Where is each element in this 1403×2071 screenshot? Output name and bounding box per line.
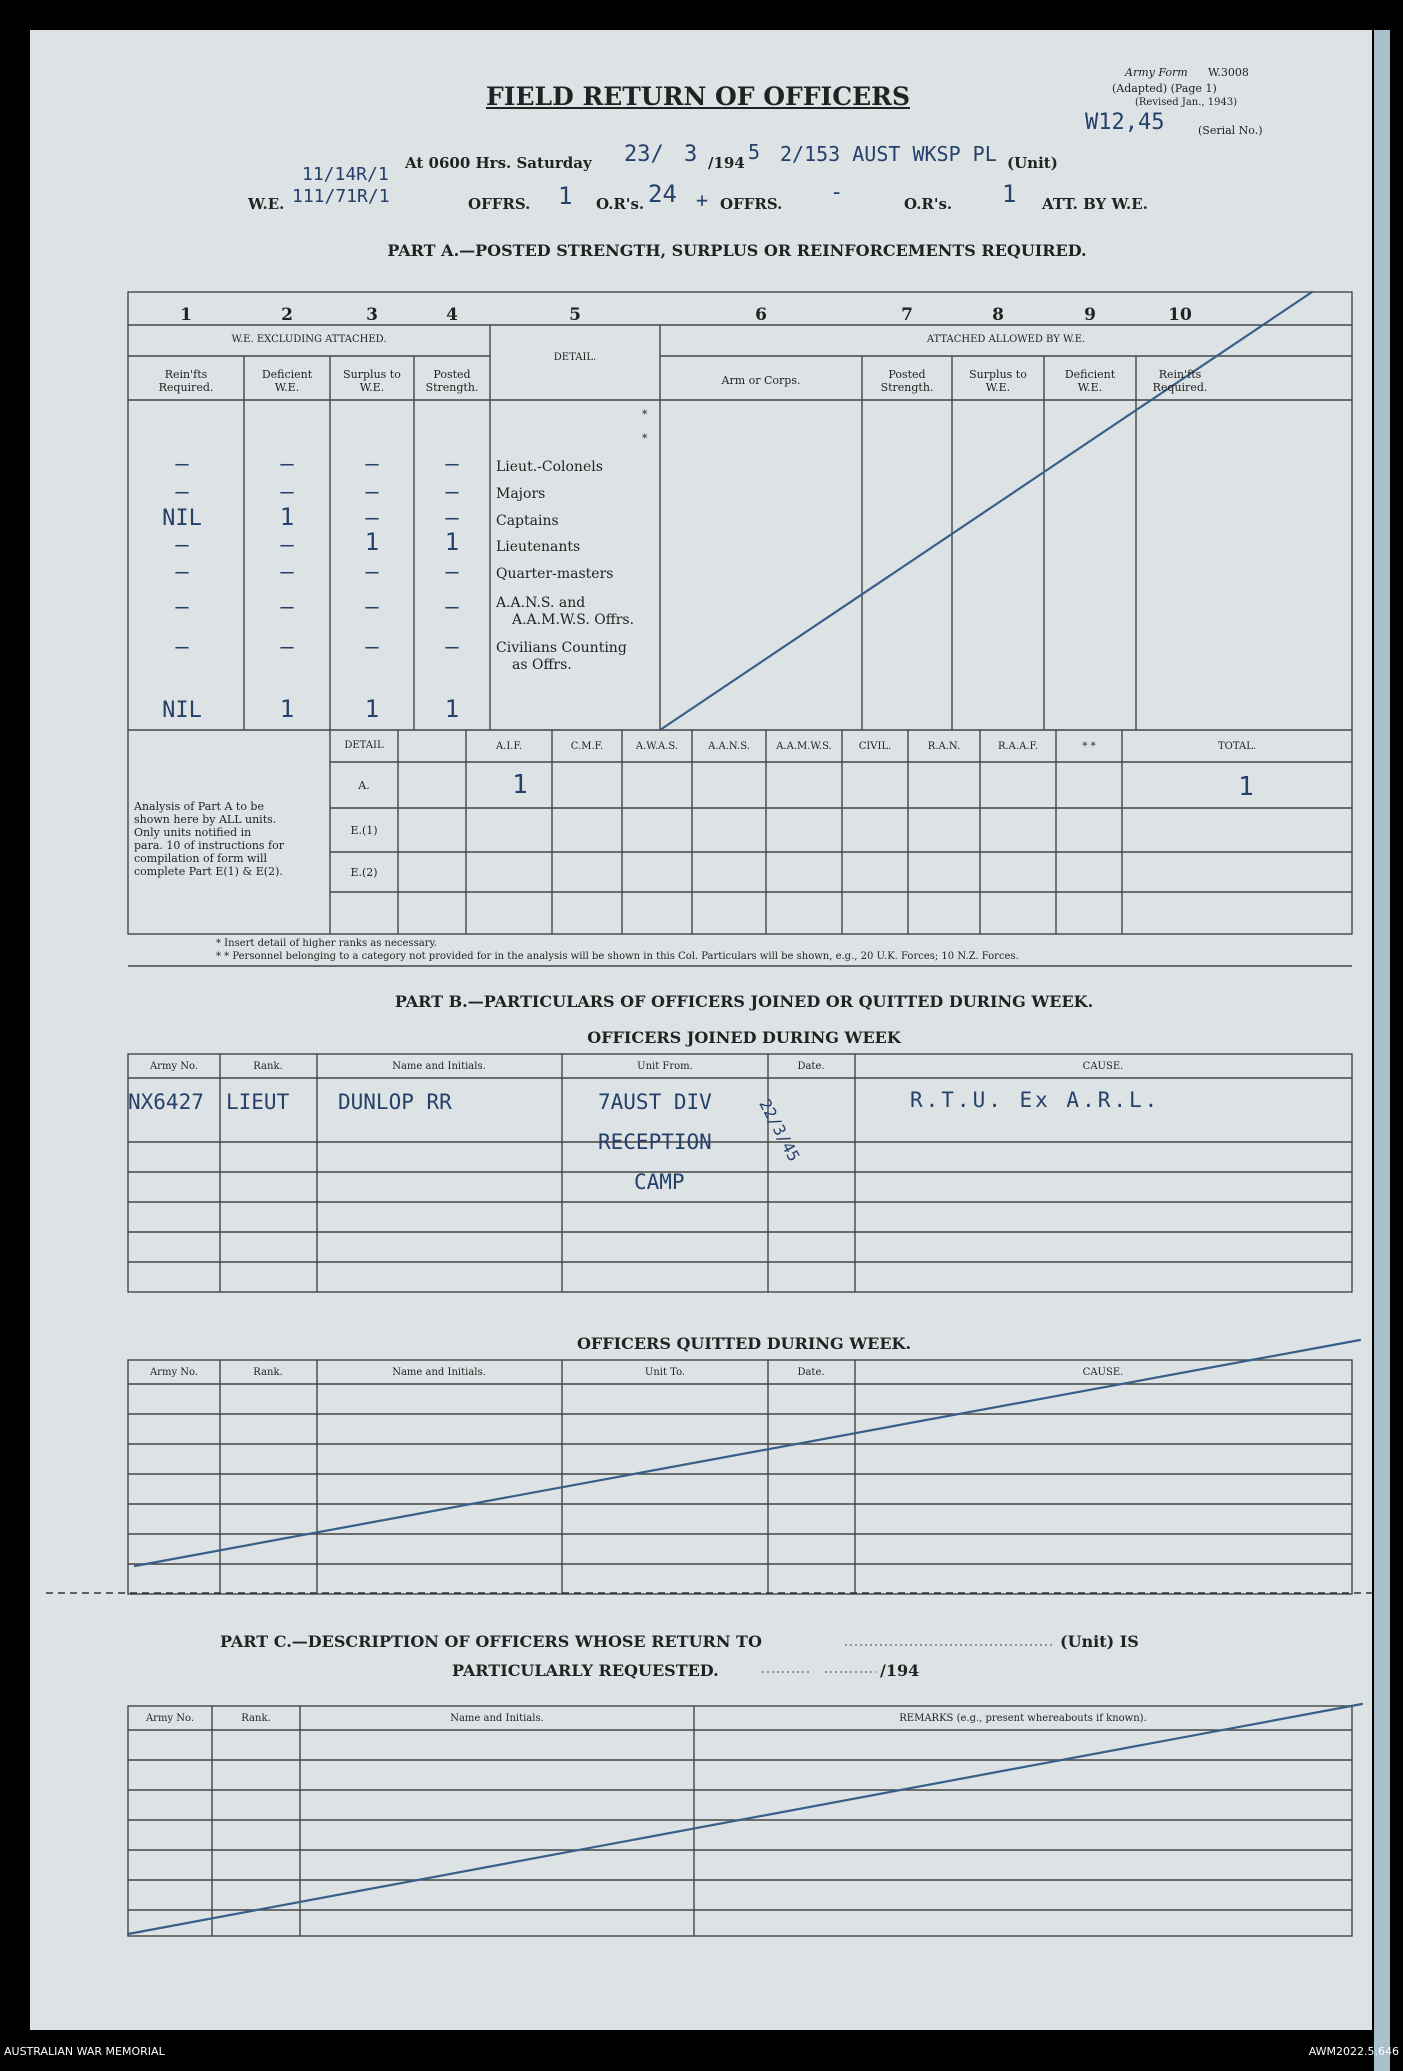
date-year-suffix: 5: [748, 140, 761, 164]
hw-c3-r7: —: [365, 635, 379, 660]
joined-head-unit-from: Unit From.: [637, 1061, 693, 1072]
detail-star-2: *: [642, 432, 648, 445]
joined-head-cause: CAUSE.: [1082, 1061, 1124, 1072]
quitted-head-army-no: Army No.: [149, 1367, 199, 1378]
detail-heading: DETAIL.: [553, 352, 597, 363]
rank-civilians-offrs: as Offrs.: [512, 657, 572, 673]
col-number-9: 9: [1084, 305, 1096, 325]
hw-c2-r1: —: [280, 452, 294, 477]
quitted-head-cause: CAUSE.: [1082, 1367, 1124, 1378]
offrs-label: OFFRS.: [468, 195, 531, 213]
quitted-head-unit-to: Unit To.: [644, 1367, 686, 1378]
hw-c3-r6: —: [365, 595, 379, 620]
hw-c3-r5: —: [365, 560, 379, 585]
rank-lieut-colonels: Lieut.-Colonels: [496, 459, 603, 475]
col-number-4: 4: [446, 305, 458, 325]
form-adapted: (Adapted) (Page 1): [1112, 82, 1217, 95]
rank-aans: A.A.N.S. and: [496, 595, 586, 611]
ors-label: O.R's.: [596, 195, 645, 213]
hw-c3-r4: 1: [364, 528, 380, 556]
offrs-value: 1: [558, 182, 573, 210]
hw-c3-r3: —: [365, 506, 379, 531]
hw-c4-r5: —: [445, 560, 459, 585]
form-number: W.3008: [1208, 66, 1249, 79]
footer-credit: AUSTRALIAN WAR MEMORIAL: [4, 2045, 165, 2058]
subhead-surplus: Surplus to W.E.: [343, 368, 401, 394]
quitted-head-name: Name and Initials.: [392, 1367, 486, 1378]
rank-quarter-masters: Quarter-masters: [496, 566, 614, 582]
joined-date: 22/3/45: [755, 1096, 804, 1165]
hw-c1-r5: —: [175, 560, 189, 585]
hw-c4-r2: —: [445, 480, 459, 505]
rank-civilians: Civilians Counting: [496, 640, 627, 656]
plus-sign: +: [696, 188, 709, 212]
hw-c1-r4: —: [175, 533, 189, 558]
col-number-6: 6: [755, 305, 767, 325]
we-value-top: 11/14R/1: [302, 164, 389, 185]
part-c-requested: PARTICULARLY REQUESTED.: [452, 1661, 719, 1680]
hw-c2-r3: 1: [279, 503, 295, 531]
subhead-posted-strength: Posted Strength.: [425, 368, 479, 394]
quitted-head-date: Date.: [797, 1367, 825, 1378]
subhead-att-deficient: Deficient W.E.: [1064, 368, 1116, 394]
analysis-row-e2: E.(2): [350, 866, 378, 879]
col-number-5: 5: [569, 305, 581, 325]
hw-c4-r1: —: [445, 452, 459, 477]
rank-aamws: A.A.M.W.S. Offrs.: [512, 612, 635, 628]
part-c-title: PART C.—DESCRIPTION OF OFFICERS WHOSE RETURN TO: [220, 1632, 762, 1651]
serial-label: (Serial No.): [1198, 124, 1263, 137]
joined-unit-line2: RECEPTION: [598, 1130, 712, 1154]
we-value-bottom: 111/71R/1: [292, 186, 390, 207]
partc-head-rank: Rank.: [241, 1713, 271, 1724]
joined-rank: LIEUT: [226, 1090, 290, 1114]
subhead-arm-or-corps: Arm or Corps.: [721, 374, 801, 387]
analysis-head-aif: A.I.F.: [495, 741, 523, 752]
analysis-head-awas: A.W.A.S.: [635, 741, 679, 752]
hw-c1-r7: —: [175, 635, 189, 660]
analysis-head-total: TOTAL.: [1217, 741, 1257, 752]
subhead-att-reinfts: Rein'fts Required.: [1152, 368, 1208, 394]
part-b-title: PART B.—PARTICULARS OF OFFICERS JOINED OR QUITTED DURING WEEK.: [394, 992, 1094, 1011]
analysis-head-detail: DETAIL: [344, 740, 384, 751]
analysis-row-a: A.: [358, 779, 370, 792]
joined-unit-line1: 7AUST DIV: [598, 1090, 712, 1114]
unit-label: (Unit): [1007, 154, 1058, 172]
hw-c4-r6: —: [445, 595, 459, 620]
form-revised: (Revised Jan., 1943): [1135, 97, 1238, 108]
hw-c2-r6: —: [280, 595, 294, 620]
ors2-label: O.R's.: [904, 195, 953, 213]
part-a-title: PART A.—POSTED STRENGTH, SURPLUS OR REINFORCEMENTS REQUIRED.: [387, 241, 1087, 260]
joined-army-no: NX6427: [128, 1090, 204, 1114]
form-title: FIELD RETURN OF OFFICERS: [486, 82, 911, 111]
hw-c2-r4: —: [280, 533, 294, 558]
rank-captains: Captains: [496, 513, 559, 529]
col-number-3: 3: [366, 305, 378, 325]
total-c4: 1: [444, 695, 460, 723]
serial-number: W12,45: [1085, 110, 1165, 135]
analysis-aif-a-value: 1: [512, 770, 528, 800]
joined-name: DUNLOP RR: [338, 1090, 452, 1114]
hw-c2-r7: —: [280, 635, 294, 660]
ors-value: 24: [648, 180, 677, 208]
part-c-year: /194: [880, 1661, 920, 1680]
joined-head-army-no: Army No.: [149, 1061, 199, 1072]
analysis-head-other: * *: [1082, 741, 1096, 752]
hw-c1-r2: —: [175, 480, 189, 505]
attached-allowed-heading: ATTACHED ALLOWED BY W.E.: [926, 334, 1086, 345]
we-excluding-heading: W.E. EXCLUDING ATTACHED.: [231, 334, 387, 345]
ors2-value: 1: [1002, 180, 1017, 208]
analysis-total-a-value: 1: [1238, 772, 1254, 802]
col-number-8: 8: [992, 305, 1004, 325]
hw-c1-r3: NIL: [162, 506, 202, 531]
col-number-10: 10: [1168, 305, 1192, 325]
quitted-head-rank: Rank.: [253, 1367, 283, 1378]
offrs2-label: OFFRS.: [720, 195, 783, 213]
quitted-title: OFFICERS QUITTED DURING WEEK.: [576, 1334, 912, 1353]
partc-head-army-no: Army No.: [145, 1713, 195, 1724]
att-label: ATT. BY W.E.: [1042, 195, 1148, 213]
analysis-head-raaf: R.A.A.F.: [997, 741, 1039, 752]
date-month: 3: [684, 142, 698, 167]
rank-majors: Majors: [496, 486, 546, 502]
subhead-att-surplus: Surplus to W.E.: [969, 368, 1027, 394]
total-c1: NIL: [162, 698, 202, 723]
date-day: 23/: [624, 142, 664, 167]
joined-title: OFFICERS JOINED DURING WEEK: [587, 1028, 901, 1047]
joined-head-name: Name and Initials.: [392, 1061, 486, 1072]
hw-c4-r3: —: [445, 506, 459, 531]
we-label: W.E.: [248, 195, 285, 213]
joined-head-date: Date.: [797, 1061, 825, 1072]
col-number-1: 1: [180, 305, 192, 325]
hw-c2-r2: —: [280, 480, 294, 505]
hw-c4-r7: —: [445, 635, 459, 660]
unit-name: 2/153 AUST WKSP PL: [780, 142, 997, 166]
form-sheet: [30, 30, 1372, 2030]
footer-accession-number: AWM2022.5.646: [1308, 2045, 1399, 2058]
hw-c3-r2: —: [365, 480, 379, 505]
total-c3: 1: [364, 695, 380, 723]
hw-c1-r6: —: [175, 595, 189, 620]
analysis-row-e1: E.(1): [350, 824, 378, 837]
hw-c4-r4: 1: [444, 528, 460, 556]
date-year-prefix: /194: [708, 154, 745, 172]
footnote-1: * Insert detail of higher ranks as necessary.: [216, 938, 437, 949]
carbon-copy-edge: [1374, 30, 1390, 2071]
joined-unit-line3: CAMP: [634, 1170, 685, 1194]
subhead-deficient: Deficient W.E.: [261, 368, 313, 394]
total-c2: 1: [279, 695, 295, 723]
subhead-reinfts-required: Rein'fts Required.: [158, 368, 214, 394]
partc-head-name: Name and Initials.: [450, 1713, 544, 1724]
analysis-note: Analysis of Part A to be shown here by ALL units. Only units notified in para. 10 of instructions for compilation of form will complete Part E(1) & E(2).: [134, 800, 285, 878]
form-name: Army Form: [1125, 66, 1188, 79]
part-c-unit-is: (Unit) IS: [1060, 1632, 1139, 1651]
at-label: At 0600 Hrs. Saturday: [405, 154, 592, 172]
subhead-att-posted-strength: Posted Strength.: [880, 368, 934, 394]
hw-c2-r5: —: [280, 560, 294, 585]
joined-cause: R.T.U. Ex A.R.L.: [910, 1088, 1161, 1112]
joined-head-rank: Rank.: [253, 1061, 283, 1072]
hw-c1-r1: —: [175, 452, 189, 477]
analysis-head-cmf: C.M.F.: [570, 741, 604, 752]
analysis-head-aamws: A.A.M.W.S.: [776, 741, 832, 752]
col-number-2: 2: [281, 305, 293, 325]
footnote-2: * * Personnel belonging to a category not provided for in the analysis will be shown in this Col. Particulars will be shown, e.g., 20 U.K. Forces; 10 N.Z. Forces.: [216, 951, 1019, 962]
analysis-head-aans: A.A.N.S.: [708, 741, 750, 752]
col-number-7: 7: [901, 305, 913, 325]
offrs2-value: -: [830, 180, 844, 205]
detail-star-1: *: [642, 408, 648, 421]
rank-lieutenants: Lieutenants: [496, 539, 581, 555]
analysis-head-civil: CIVIL.: [858, 741, 892, 752]
hw-c3-r1: —: [365, 452, 379, 477]
partc-head-remarks: REMARKS (e.g., present whereabouts if known).: [899, 1713, 1147, 1724]
analysis-head-ran: R.A.N.: [927, 741, 961, 752]
